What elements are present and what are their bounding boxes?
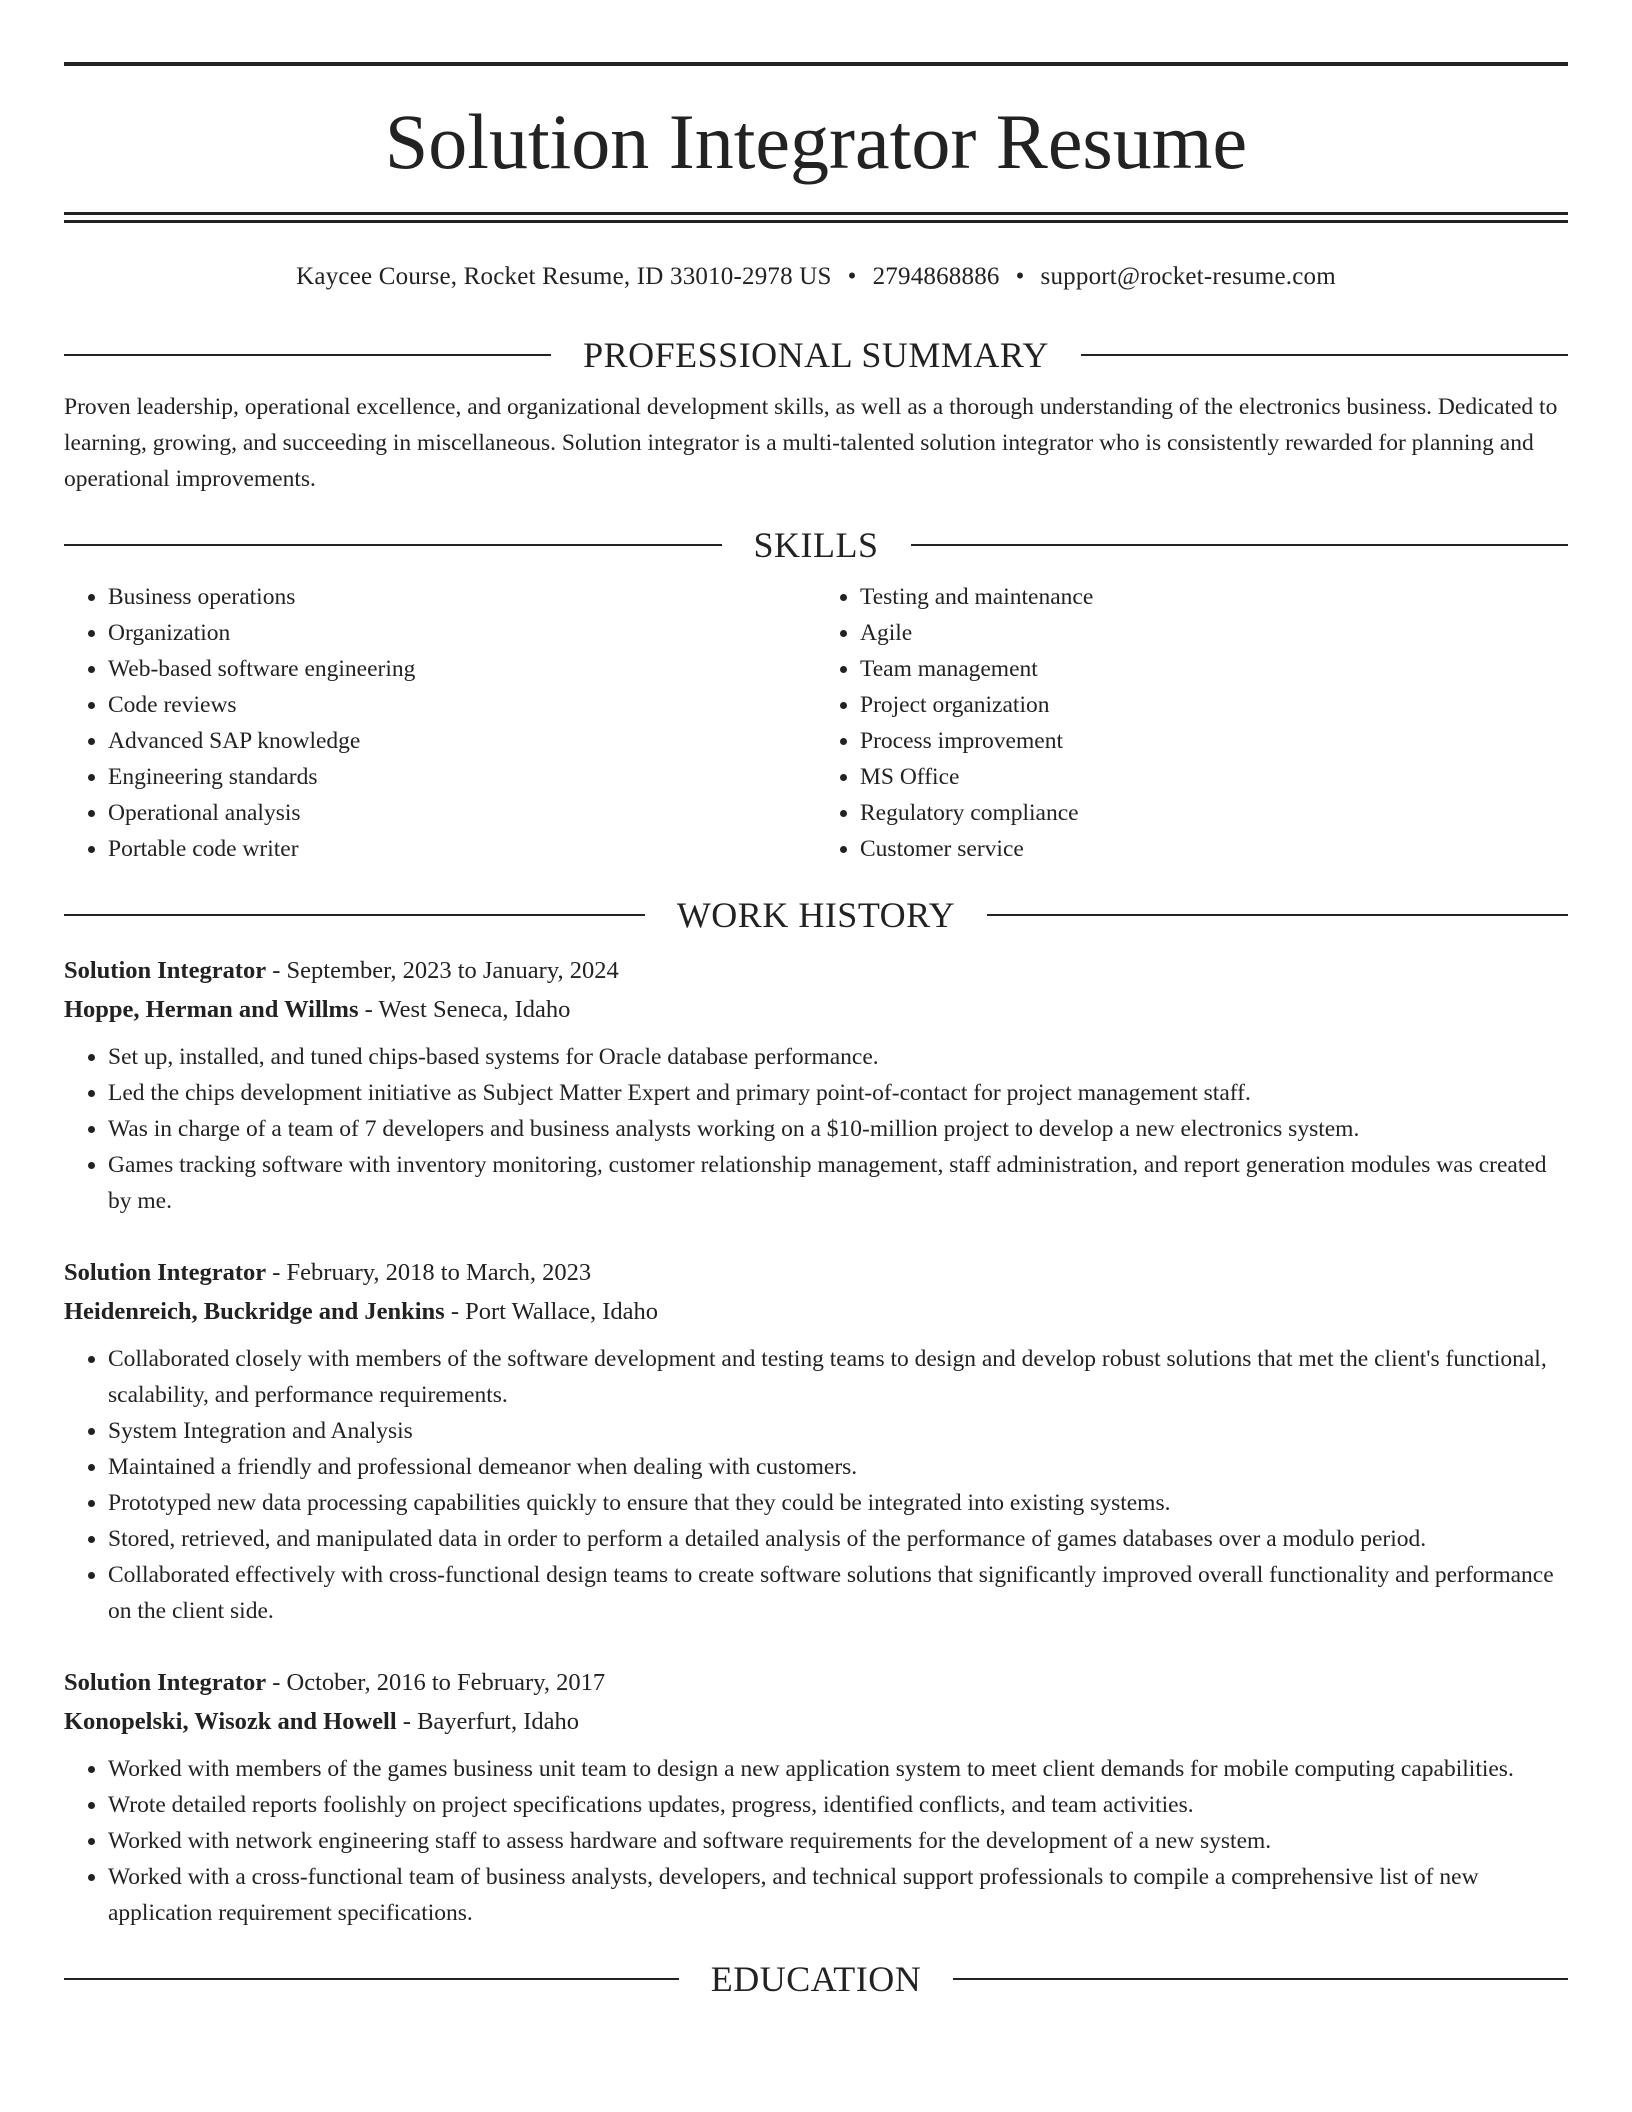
job-title-line <box>64 1663 1568 1702</box>
list-item: • Worked with network engineering staff to assess hardware and software requirements for the development of a new system. <box>108 1823 1568 1859</box>
job-company: Konopelski, Wisozk and Howell <box>64 1708 397 1735</box>
section-heading-summary <box>64 333 1568 377</box>
heading-rule-right <box>953 1978 1568 1980</box>
heading-rule-right <box>987 914 1568 916</box>
list-item: • Stored, retrieved, and manipulated data in order to perform a detailed analysis of the performance of games databases over a modulo period. <box>108 1521 1568 1557</box>
job-location: - West Seneca, Idaho <box>358 996 571 1023</box>
heading-rule-right <box>911 544 1569 546</box>
section-title-work: WORK HISTORY <box>676 895 956 935</box>
list-item: • Was in charge of a team of 7 developers and business analysts working on a $10-million project to develop a new electronics system. <box>108 1111 1568 1147</box>
list-item: • MS Office <box>860 759 1568 795</box>
job-location: - Port Wallace, Idaho <box>444 1298 658 1325</box>
list-item: • Maintained a friendly and professional demeanor when dealing with customers. <box>108 1449 1568 1485</box>
job-title-line <box>64 1253 1568 1292</box>
summary-text: Proven leadership, operational excellence, and organizational development skills, as well as a thorough understanding of the electronics business. Dedicated to learning, growing, and succeeding in miscellaneous. Solution integrator is a multi-talented solution integrator who is consistently rewarded for planning and operational improvements. <box>64 394 1558 492</box>
list-item: • Wrote detailed reports foolishly on project specifications updates, progress, identified conflicts, and team activities. <box>108 1787 1568 1823</box>
heading-rule-left <box>64 1978 679 1980</box>
job-entry <box>64 951 1568 1219</box>
job-company-line <box>64 1292 1568 1331</box>
skills-column-right <box>816 579 1568 867</box>
job-location: - Bayerfurt, Idaho <box>396 1708 579 1735</box>
list-item: • Worked with members of the games business unit team to design a new application system to meet client demands for mobile computing capabilities. <box>108 1751 1568 1787</box>
job-role: Solution Integrator <box>64 1259 267 1286</box>
job-dates: - October, 2016 to February, 2017 <box>266 1669 606 1696</box>
section-title-skills: SKILLS <box>753 525 879 565</box>
heading-rule-left <box>64 354 551 356</box>
job-company: Hoppe, Herman and Willms <box>64 996 359 1023</box>
job-company: Heidenreich, Buckridge and Jenkins <box>64 1298 445 1325</box>
list-item: • Process improvement <box>860 723 1568 759</box>
list-item: • Collaborated effectively with cross-functional design teams to create software solutions that significantly improved overall functionality and performance on the client side. <box>108 1557 1568 1629</box>
work-history-list <box>64 951 1568 1931</box>
job-role: Solution Integrator <box>64 957 267 984</box>
contact-address: Kaycee Course, Rocket Resume, ID 33010-2978 US <box>296 263 832 290</box>
job-company-line <box>64 990 1568 1029</box>
heading-rule-right <box>1081 354 1568 356</box>
list-item: • Testing and maintenance <box>860 579 1568 615</box>
title-double-rule <box>64 212 1568 223</box>
list-item: • Agile <box>860 615 1568 651</box>
list-item: • Portable code writer <box>108 831 816 867</box>
job-bullets <box>64 1039 1568 1219</box>
section-title-education: EDUCATION <box>710 1959 922 1999</box>
contact-phone: 2794868886 <box>872 263 1000 290</box>
list-item: • Led the chips development initiative as Subject Matter Expert and primary point-of-contact for project management staff. <box>108 1075 1568 1111</box>
list-item: • Code reviews <box>108 687 816 723</box>
job-bullets <box>64 1751 1568 1931</box>
contact-separator: • <box>1015 263 1025 290</box>
list-item: • Web-based software engineering <box>108 651 816 687</box>
list-item: • Prototyped new data processing capabilities quickly to ensure that they could be integrated into existing systems. <box>108 1485 1568 1521</box>
job-company-line <box>64 1702 1568 1741</box>
contact-line <box>64 261 1568 293</box>
skills-list <box>64 579 1568 867</box>
job-title-line <box>64 951 1568 990</box>
job-role: Solution Integrator <box>64 1669 267 1696</box>
list-item: • Team management <box>860 651 1568 687</box>
list-item: • Regulatory compliance <box>860 795 1568 831</box>
list-item: • Collaborated closely with members of the software development and testing teams to design and develop robust solutions that met the client's functional, scalability, and performance requirements. <box>108 1341 1568 1413</box>
list-item: • Organization <box>108 615 816 651</box>
section-heading-education <box>64 1957 1568 2001</box>
section-heading-skills <box>64 523 1568 567</box>
job-dates: - February, 2018 to March, 2023 <box>266 1259 592 1286</box>
job-entry <box>64 1663 1568 1931</box>
top-rule <box>64 62 1568 66</box>
list-item: • Set up, installed, and tuned chips-based systems for Oracle database performance. <box>108 1039 1568 1075</box>
contact-email[interactable]: support@rocket-resume.com <box>1040 263 1336 290</box>
section-heading-work <box>64 893 1568 937</box>
list-item: • Project organization <box>860 687 1568 723</box>
job-dates: - September, 2023 to January, 2024 <box>266 957 619 984</box>
list-item: • System Integration and Analysis <box>108 1413 1568 1449</box>
list-item: • Games tracking software with inventory monitoring, customer relationship management, staff administration, and report generation modules was created by me. <box>108 1147 1568 1219</box>
resume-page <box>64 0 1568 2001</box>
list-item: • Worked with a cross-functional team of business analysts, developers, and technical support professionals to compile a comprehensive list of new application requirement specifications. <box>108 1859 1568 1931</box>
heading-rule-left <box>64 544 722 546</box>
list-item: • Operational analysis <box>108 795 816 831</box>
job-entry <box>64 1253 1568 1629</box>
resume-title: Solution Integrator Resume <box>384 98 1248 185</box>
list-item: • Business operations <box>108 579 816 615</box>
contact-separator: • <box>847 263 857 290</box>
skills-column-left <box>64 579 816 867</box>
heading-rule-left <box>64 914 645 916</box>
list-item: • Advanced SAP knowledge <box>108 723 816 759</box>
list-item: • Customer service <box>860 831 1568 867</box>
job-bullets <box>64 1341 1568 1629</box>
section-title-summary: PROFESSIONAL SUMMARY <box>583 335 1049 375</box>
list-item: • Engineering standards <box>108 759 816 795</box>
